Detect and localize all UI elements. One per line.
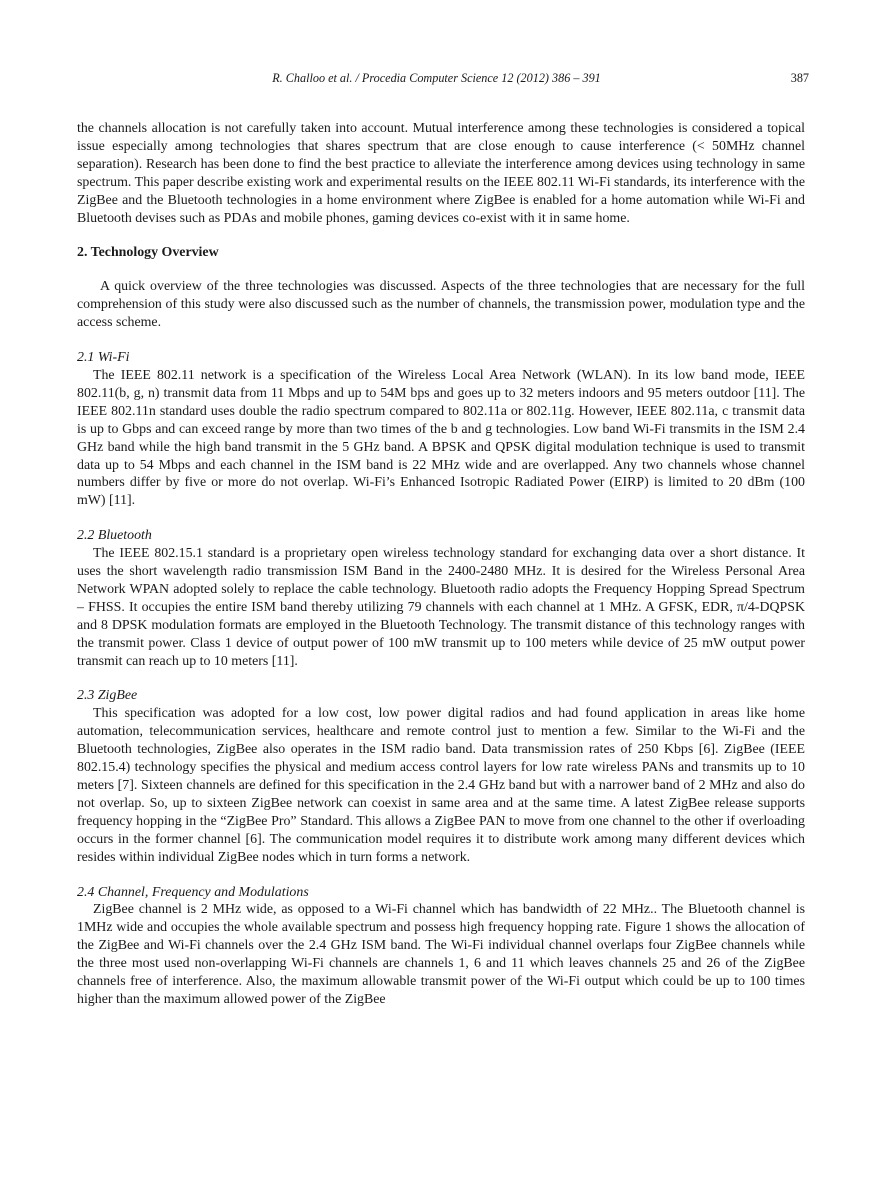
zigbee-paragraph: This specification was adopted for a low cost, low power digital radios and had found application in areas like home automation, telecommunication services, healthcare and remote control just to mention a few. Similar to the Wi-Fi and the Bluetooth technologies, ZigBee also operates in the ISM radio band. Data transmission rates of 250 Kbps [6]. ZigBee (IEEE 802.15.4) technology specifies the physical and medium access control layers for low rate wireless PANs and transmits up to 10 meters [7]. Sixteen channels are defined for this specification in the 2.4 GHz band but with a narrower band of 2 MHz and also do not overlap. So, up to sixteen ZigBee network can coexist in same area and at the same time. A latest ZigBee release supports frequency hopping in the “ZigBee Pro” Standard. This allows a ZigBee PAN to move from one channel to the other if overloading occurs in the former channel [6]. The communication model requires it to distribute work among many different devices which resides within individual ZigBee nodes which in turn forms a network. [77,706,805,865]
technology-overview-paragraph: A quick overview of the three technologies was discussed. Aspects of the three technologies that are necessary for the full comprehension of this study were also discussed such as the number of channels, the transmission power, modulation type and the access scheme. [77,279,805,331]
running-head: R. Challoo et al. / Procedia Computer Science 12 (2012) 386 – 391 [272,71,601,85]
article-body [77,120,805,1009]
subsection-heading-wifi: 2.1 Wi-Fi [77,350,130,366]
subsection-heading-channel-frequency: 2.4 Channel, Frequency and Modulations [77,884,309,900]
intro-paragraph: the channels allocation is not carefully taken into account. Mutual interference among these technologies is considered a topical issue especially among technologies that shares spectrum that are close enough to cause interference (< 50MHz channel separation). Research has been done to find the best practice to alleviate the interference among devices using technology in same spectrum. This paper describe existing work and experimental results on the IEEE 802.11 Wi-Fi standards, its interference with the ZigBee and the Bluetooth technologies in a home environment where ZigBee is enabled for a home automation while Wi-Fi and Bluetooth devises such as PDAs and mobile phones, gaming devices co-exist with it in same home. [77,121,805,226]
section-heading-technology-overview: 2. Technology Overview [77,245,219,261]
subsection-heading-bluetooth: 2.2 Bluetooth [77,528,152,544]
wifi-paragraph: The IEEE 802.11 network is a specification of the Wireless Local Area Network (WLAN). In its low band mode, IEEE 802.11(b, g, n) transmit data from 11 Mbps and up to 54M bps and goes up to 32 meters indoors and 95 meters outdoor [11]. The IEEE 802.11n standard uses double the radio spectrum compared to 802.11a or 802.11g. However, IEEE 802.11a, c transmit data is up to Gbps and can exceed range by more than two times of the b and g technologies. Low band Wi-Fi transmits in the ISM 2.4 GHz band while the high band transmit in the 5 GHz band. A BPSK and QPSK digital modulation technique is used to transmit data up to 54 Mbps and each channel in the ISM band is 22 MHz wide and are overlapped. Any two channels whose channel numbers differ by five or more do not overlap. Wi-Fi’s Enhanced Isotropic Radiated Power (EIRP) is limited to 20 dBm (100 mW) [11]. [77,367,805,509]
channel-frequency-paragraph: ZigBee channel is 2 MHz wide, as opposed to a Wi-Fi channel which has bandwidth of 22 MHz.. The Bluetooth channel is 1MHz wide and occupies the whole available spectrum and possess high frequency hopping rate. Figure 1 shows the allocation of the ZigBee and Wi-Fi channels over the 2.4 GHz ISM band. The Wi-Fi individual channel overlaps four ZigBee channels while the three most used non-overlapping Wi-Fi channels are channels 1, 6 and 11 which leaves channels 25 and 26 of the ZigBee channels free of interference. Also, the maximum allowable transmit power of the Wi-Fi output which could be up to 100 times higher than the maximum allowed power of the ZigBee [77,902,805,1007]
subsection-heading-zigbee: 2.3 ZigBee [77,688,138,704]
bluetooth-paragraph: The IEEE 802.15.1 standard is a proprietary open wireless technology standard for exchanging data over a short distance. It uses the short wavelength radio transmission ISM Band in the 2400-2480 MHz. It is desired for the Wireless Personal Area Network WPAN adopted solely to replace the cable technology. Bluetooth radio adopts the Frequency Hopping Spread Spectrum – FHSS. It occupies the entire ISM band thereby utilizing 79 channels with each channel at 1 MHz. A GFSK, EDR, π/4-DQPSK and 8 DPSK modulation formats are employed in the Bluetooth Technology. The transmit distance of this technology ranges with the transmit power. Class 1 device of output power of 100 mW transmit up to 100 meters while device of 25 mW output power transmit can reach up to 10 meters [11]. [77,546,805,669]
page-number: 387 [790,71,809,85]
